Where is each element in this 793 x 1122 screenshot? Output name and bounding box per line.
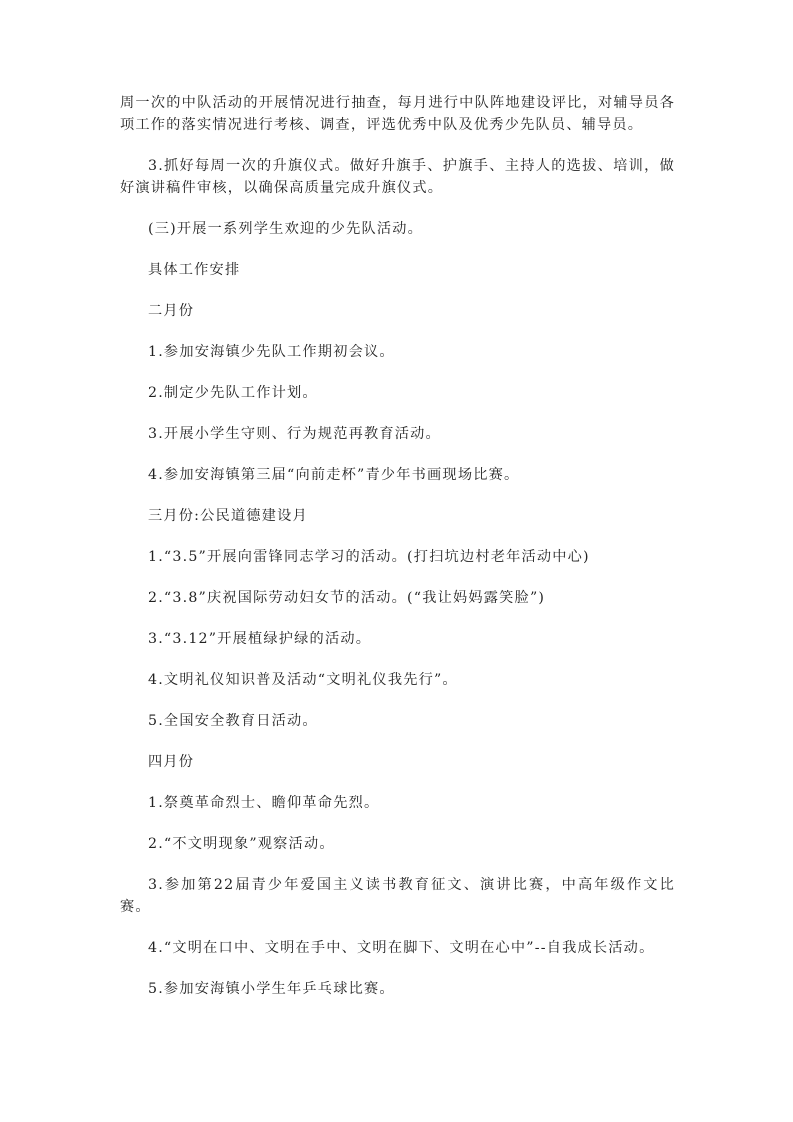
list-item-mar-1: 1.“3.5”开展向雷锋同志学习的活动。(打扫坑边村老年活动中心) bbox=[148, 549, 590, 565]
list-item-mar-3: 3.“3.12”开展植绿护绿的活动。 bbox=[148, 631, 372, 647]
document-body bbox=[120, 92, 675, 1019]
list-item-mar-4: 4.文明礼仪知识普及活动“文明礼仪我先行”。 bbox=[148, 672, 458, 688]
month-heading-april: 四月份 bbox=[148, 754, 195, 770]
list-item-feb-1: 1.参加安海镇少先队工作期初会议。 bbox=[148, 344, 395, 360]
list-item-feb-2: 2.制定少先队工作计划。 bbox=[148, 385, 318, 401]
list-item-feb-3: 3.开展小学生守则、行为规范再教育活动。 bbox=[148, 426, 441, 442]
list-item-apr-4: 4.“文明在口中、文明在手中、文明在脚下、文明在心中”--自我成长活动。 bbox=[148, 940, 655, 956]
month-heading-march: 三月份:公民道德建设月 bbox=[148, 508, 308, 524]
section-heading-activities: (三)开展一系列学生欢迎的少先队活动。 bbox=[148, 221, 424, 237]
month-heading-february: 二月份 bbox=[148, 303, 195, 319]
list-item-apr-5: 5.参加安海镇小学生年乒乓球比赛。 bbox=[148, 981, 395, 997]
list-item-mar-5: 5.全国安全教育日活动。 bbox=[148, 713, 318, 729]
list-item-apr-3: 3.参加第22届青少年爱国主义读书教育征文、演讲比赛，中高年级作文比赛。 bbox=[120, 877, 675, 915]
list-item-apr-1: 1.祭奠革命烈士、瞻仰革命先烈。 bbox=[148, 795, 380, 811]
paragraph-flag-ceremony: 3.抓好每周一次的升旗仪式。做好升旗手、护旗手、主持人的选拔、培训，做好演讲稿件审核，以确保高质量完成升旗仪式。 bbox=[120, 158, 675, 196]
heading-work-schedule: 具体工作安排 bbox=[148, 262, 241, 278]
list-item-feb-4: 4.参加安海镇第三届“向前走杯”青少年书画现场比赛。 bbox=[148, 467, 520, 483]
list-item-mar-2: 2.“3.8”庆祝国际劳动妇女节的活动。(“我让妈妈露笑脸”) bbox=[148, 590, 546, 606]
paragraph-continuation: 周一次的中队活动的开展情况进行抽查，每月进行中队阵地建设评比，对辅导员各项工作的落实情况进行考核、调查，评选优秀中队及优秀少先队员、辅导员。 bbox=[120, 95, 675, 133]
list-item-apr-2: 2.“不文明现象”观察活动。 bbox=[148, 836, 335, 852]
